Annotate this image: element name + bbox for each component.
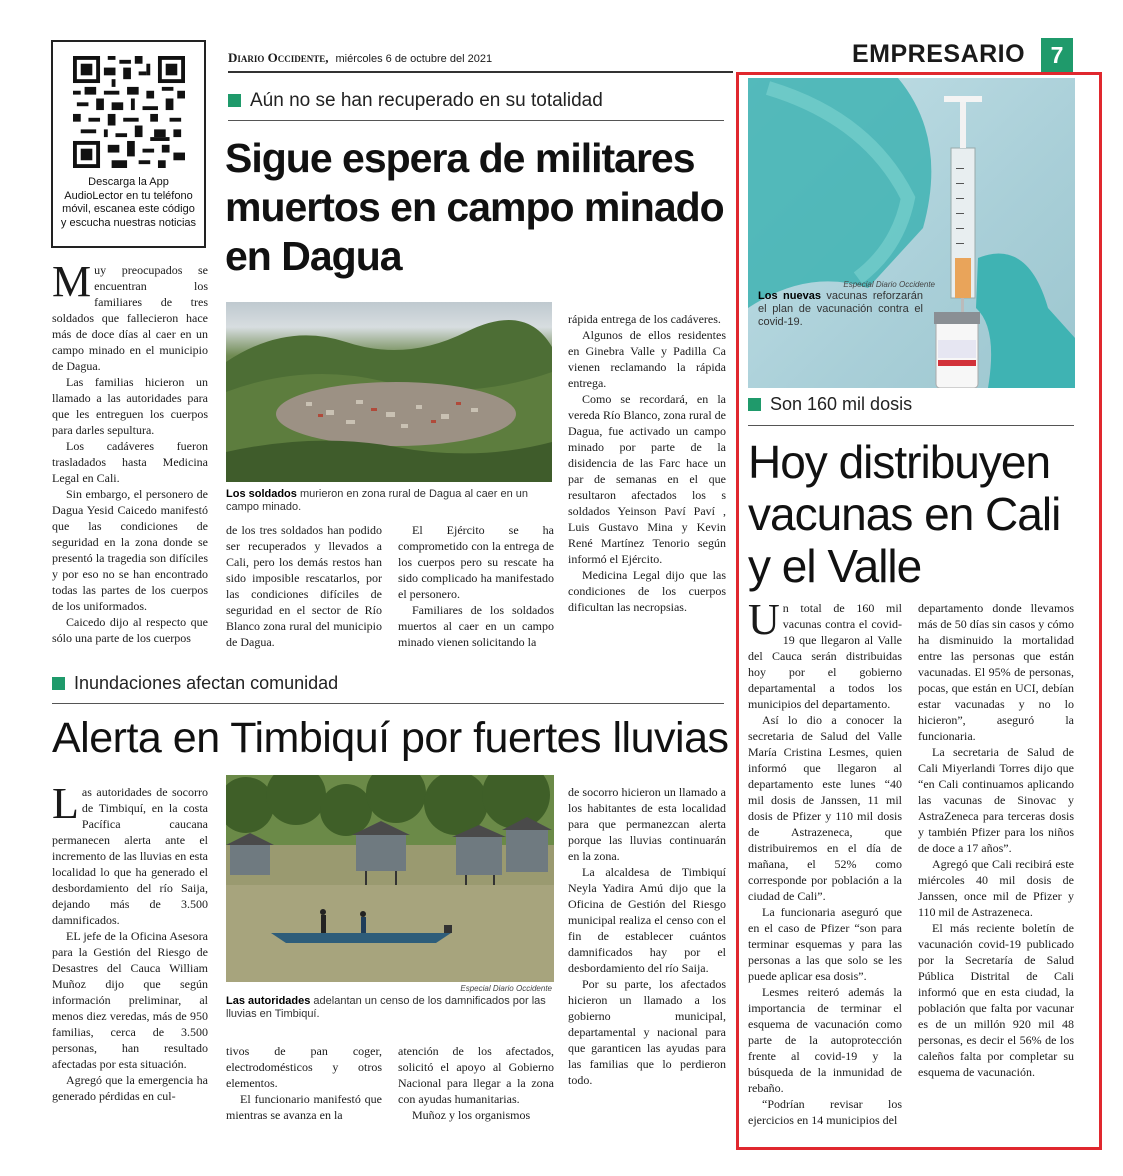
- flood-dropcap: L: [52, 779, 79, 828]
- military-dropcap: M: [52, 257, 92, 306]
- military-column-1: [52, 257, 208, 646]
- vaccine-dropcap: U: [748, 595, 780, 644]
- military-column-4: [568, 311, 726, 615]
- paragraph: Algunos de ellos residentes en Ginebra Valle y Padilla Ca vienen reclamando la rápida entrega.: [568, 328, 726, 390]
- paragraph: as autoridades de socorro de Timbiquí, en la costa Pacífica caucana permanecen alerta ante el incremento de las lluvias en esta localidad lo que ha generado el desbordamiento del río Saija, dejando más de 3.500 damnificados.: [52, 785, 208, 927]
- header-rule: [228, 71, 733, 73]
- paragraph: El Ejército se ha comprometido con la entrega de los cuerpos pero su rescate ha sido complicado ha manifestado el personero.: [398, 523, 554, 601]
- paragraph: El más reciente boletín de vacunación covid-19 publicado por la Secretaría de Salud Pública Distrital de Cali informó que en esta ciudad, la población que falta por vacunar es de un millón 920 mil 48 personas, es decir el 56% de los caleños falta por completar su esquema de vacunación.: [918, 921, 1074, 1079]
- paragraph: Caicedo dijo al respecto que sólo una parte de los cuerpos: [52, 615, 208, 645]
- vaccine-photo: [748, 78, 1075, 388]
- flood-photo: [226, 775, 554, 982]
- paragraph: Agregó que Cali recibirá este miércoles 40 mil dosis de Janssen, once mil de Pfizer y 110 mil de Astrazeneca.: [918, 857, 1074, 919]
- qr-box: [51, 40, 206, 248]
- kicker-square-icon: [748, 398, 761, 411]
- section-label: EMPRESARIO: [852, 40, 1026, 68]
- military-column-2: [226, 522, 382, 650]
- paragraph: Como se recordará, en la vereda Río Blanco, zona rural de Dagua, fue activado un campo minado por parte de la disidencia de las Farc hace un par de semanas en el que resultaron afectados los s soldados Yeinson Paví Paví , Luis Gustavo Mina y Kevin René Martínez Tenorio según informó el Ejército.: [568, 392, 726, 566]
- issue-date: miércoles 6 de octubre del 2021: [335, 53, 493, 65]
- flood-column-2: [226, 1043, 382, 1123]
- flood-column-1: [52, 779, 208, 1104]
- paragraph: Así lo dio a conocer la secretaria de Salud del Valle María Cristina Lesmes, quien informó que llegaron al departamento este lunes “40 mil dosis de Janssen, 11 mil dosis de Pfizer y 110 mil dosis de Astrazeneca, que distribuiremos en el día de mañana, el 52% como corresponde por población a la ciudad de Cali”.: [748, 713, 902, 903]
- qr-caption: Descarga la App AudioLector en tu teléfono móvil, escanea este código y escucha nuestras noticias: [60, 176, 197, 229]
- paragraph: El funcionario manifestó que mientras se avanza en la: [226, 1092, 382, 1122]
- vaccine-column-1: [748, 595, 902, 1128]
- qr-code-icon[interactable]: [73, 56, 185, 168]
- paragraph: La alcaldesa de Timbiquí Neyla Yadira Amú dijo que la Oficina de Gestión del Riesgo municipal realiza el censo con el fin de establecer cuántos damnificados hay por el desbordamiento del río Saija.: [568, 865, 726, 975]
- vaccine-kicker-rule: [748, 425, 1074, 426]
- paragraph: departamento donde llevamos más de 50 días sin casos y cómo ha disminuido la mortalidad entre las personas que están vacunadas. El 95% de personas, pocas, que están en UCI, debían estar vacunadas y no lo hicieron”, aseguró la funcionaria.: [918, 601, 1074, 743]
- paragraph: tivos de pan coger, electrodomésticos y otros elementos.: [226, 1044, 382, 1090]
- paragraph: “Podrían revisar los ejercicios en 14 municipios del: [748, 1097, 902, 1127]
- paragraph: Sin embargo, el personero de Dagua Yesid Caicedo manifestó que las condiciones de seguridad en la zona donde se presentó la tragedia son difíciles y por eso no se han encontrado todas las partes de los cuerpos de los uniformados.: [52, 487, 208, 613]
- vaccine-headline: Hoy distribuyen vacunas en Cali y el Valle: [748, 436, 1061, 592]
- military-kicker-rule: [228, 120, 724, 121]
- vaccine-kicker: Son 160 mil dosis: [748, 394, 912, 415]
- paragraph: Muñoz y los organismos: [412, 1108, 531, 1122]
- paragraph: Lesmes reiteró además la importancia de terminar el esquema de vacunación como parte de la autoprotección frente al covid-19 y la búsqueda de la inmunidad de rebaño.: [748, 985, 902, 1095]
- paragraph: Agregó que la emergencia ha generado pérdidas en cul-: [52, 1073, 208, 1103]
- military-kicker: Aún no se han recuperado en su totalidad: [228, 90, 603, 112]
- paragraph: Por su parte, los afectados hicieron un llamado a los gobierno municipal, departamental y nacional para que garanticen las ayudas para las familias que lo perdieron todo.: [568, 977, 726, 1087]
- flood-column-3: [398, 1043, 554, 1123]
- flood-kicker-rule: [52, 703, 724, 704]
- paragraph: rápida entrega de los cadáveres.: [568, 312, 721, 326]
- vaccine-column-2: [918, 600, 1074, 1080]
- vaccine-photo-credit: Especial Diario Occidente: [843, 280, 935, 289]
- syringe-vial-image: [748, 78, 1075, 388]
- flood-column-4: [568, 784, 726, 1088]
- flood-photo-credit: Especial Diario Occidente: [460, 984, 552, 993]
- paragraph: La funcionaria aseguró que en el caso de Pfizer “son para terminar esquemas y para las personas a las que solo se les puede aplicar esa dosis”.: [748, 905, 902, 983]
- paragraph: EL jefe de la Oficina Asesora para la Gestión del Riesgo de Desastres del Cauca William Muñoz dijo que según información preliminar, al menos diez veredas, más de 950 familias, cerca de 3.500 personas, han resultado afectadas por esta situación.: [52, 929, 208, 1071]
- paragraph: La secretaria de Salud de Cali Miyerlandi Torres dijo que “en Cali continuamos aplicando las vacunas de Sinovac y AstraZeneca para terceras dosis y también Pfizer para los niños de doce a 17 años”.: [918, 745, 1074, 855]
- paragraph: uy preocupados se encuentran los familiares de tres soldados que fallecieron hace más de doce días al caer en un campo minado en el municipio de Dagua.: [52, 263, 208, 373]
- paragraph: Medicina Legal dijo que las condiciones de los cuerpos dificultan las necropsias.: [568, 568, 726, 614]
- mountain-town-image: [226, 302, 552, 482]
- paragraph: Familiares de los soldados muertos al caer en un campo minado vienen solicitando la: [398, 603, 554, 649]
- paragraph: atención de los afectados, solicitó el apoyo al Gobierno Nacional para llegar a la zona con ayudas humanitarias.: [398, 1044, 554, 1106]
- paper-name: Diario Occidente,: [228, 50, 329, 65]
- kicker-square-icon: [52, 677, 65, 690]
- river-village-image: [226, 775, 554, 982]
- paragraph: de los tres soldados han podido ser recuperados y llevados a Cali, pero los demás restos han sido imposible rescatarlos, por las condiciones difíciles de seguridad en el sector de Río Blanco zona rural del municipio de Dagua.: [226, 523, 382, 649]
- flood-headline: Alerta en Timbiquí por fuertes lluvias: [52, 714, 729, 762]
- military-photo: [226, 302, 552, 482]
- vaccine-photo-caption: Los nuevas vacunas reforzarán el plan de vacunación contra el covid-19.: [758, 290, 924, 328]
- page-number: 7: [1041, 38, 1073, 72]
- paragraph: de socorro hicieron un llamado a los habitantes de esta localidad para que permanezcan alerta porque las lluvias continuarán en la zona.: [568, 785, 726, 863]
- flood-photo-caption: Las autoridades adelantan un censo de los damnificados por las lluvias en Timbiquí.: [226, 995, 546, 1020]
- paragraph: n total de 160 mil vacunas contra el covid-19 que llegaron al Valle del Cauca serán distribuidas hoy por el gobierno departamental a todos los municipios del departamento.: [748, 601, 902, 711]
- military-headline: Sigue espera de militares muertos en campo minado en Dagua: [225, 135, 724, 279]
- masthead: [228, 50, 492, 66]
- military-column-3: [398, 522, 554, 650]
- flood-kicker: Inundaciones afectan comunidad: [52, 673, 338, 694]
- paragraph: Los cadáveres fueron trasladados hasta Medicina Legal en Cali.: [52, 439, 208, 485]
- kicker-square-icon: [228, 94, 241, 107]
- military-photo-caption: Los soldados murieron en zona rural de Dagua al caer en un campo minado.: [226, 488, 529, 513]
- paragraph: Las familias hicieron un llamado a las autoridades para que les entreguen los cuerpos para darles sepultura.: [52, 375, 208, 437]
